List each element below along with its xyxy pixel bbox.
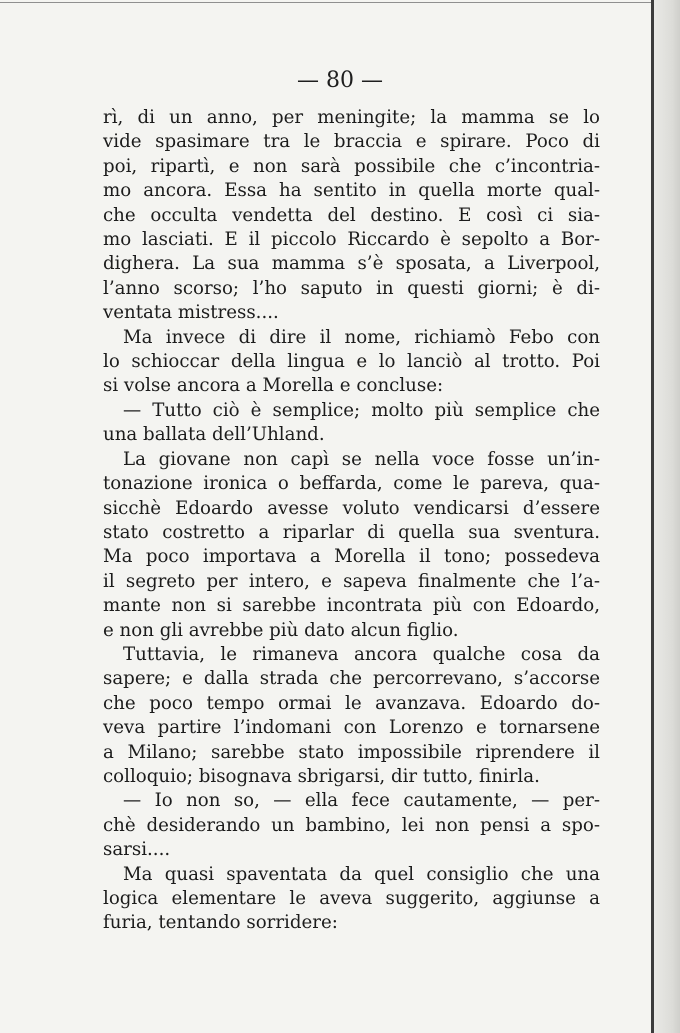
paragraph (103, 863, 600, 936)
text-line: sarsi.... (103, 839, 171, 861)
text-line: poi, ripartì, e non sarà possibile che c’incontria- (103, 155, 600, 177)
text-line: mo ancora. Essa ha sentito in quella morte qual- (103, 180, 600, 202)
text-line: si volse ancora a Morella e concluse: (103, 375, 444, 397)
text-line: Ma poco importava a Morella il tono; possedeva (103, 546, 600, 568)
text-line: Ma quasi spaventata da quel consiglio che una (123, 863, 600, 885)
text-line: tonazione ironica o beffarda, come le pareva, qua- (103, 473, 600, 495)
text-line: stato costretto a riparlar di quella sua sventura. (103, 521, 600, 543)
text-line: La giovane non capì se nella voce fosse un’in- (123, 448, 600, 470)
text-line: colloquio; bisognava sbrigarsi, dir tutto, finirla. (103, 765, 540, 787)
text-line: mante non si sarebbe incontrata più con Edoardo, (103, 595, 600, 617)
text-line: a Milano; sarebbe stato impossibile riprendere il (103, 741, 600, 763)
text-line: vide spasimare tra le braccia e spirare. Poco di (103, 131, 600, 153)
page-number: — 80 — (297, 68, 383, 93)
text-line: Ma invece di dire il nome, richiamò Febo con (123, 326, 600, 348)
text-line: una ballata dell’Uhland. (103, 424, 325, 446)
text-line: e non gli avrebbe più dato alcun figlio. (103, 619, 459, 641)
text-line: sicchè Edoardo avesse voluto vendicarsi d’essere (103, 497, 600, 519)
paragraph (103, 448, 600, 643)
text-line: lo schioccar della lingua e lo lanciò al trotto. Poi (103, 351, 600, 373)
text-line: chè desiderando un bambino, lei non pensi a spo- (103, 814, 600, 836)
text-line: che occulta vendetta del destino. E così ci sia- (103, 204, 600, 226)
text-line: rì, di un anno, per meningite; la mamma se lo (103, 107, 600, 128)
text-line: Tuttavia, le rimaneva ancora qualche cosa da (123, 643, 600, 665)
text-line: sapere; e dalla strada che percorrevano, s’accorse (103, 668, 600, 690)
paragraph (103, 106, 600, 326)
text-line: logica elementare le aveva suggerito, aggiunse a (103, 888, 600, 909)
text-line: il segreto per intero, e sapeva finalmente che l’a- (103, 570, 600, 592)
text-line: mo lasciati. E il piccolo Riccardo è sepolto a Bor- (103, 229, 600, 251)
text-line: veva partire l’indomani con Lorenzo e tornarsene (103, 717, 600, 739)
text-line: dighera. La sua mamma s’è sposata, a Liverpool, (103, 253, 600, 275)
text-line: ventata mistress.... (103, 302, 279, 324)
paragraph (103, 399, 600, 448)
paragraph (103, 326, 600, 399)
top-border-line (0, 2, 655, 3)
text-line: — Tutto ciò è semplice; molto più semplice che (123, 399, 600, 421)
paragraph (103, 789, 600, 862)
text-line: che poco tempo ormai le avanzava. Edoardo do- (103, 692, 600, 714)
text-line: l’anno scorso; l’ho saputo in questi giorni; è di- (103, 277, 600, 299)
paragraph (103, 643, 600, 789)
text-line: — Io non so, — ella fece cautamente, — per- (123, 790, 600, 812)
page-edge-shadow (654, 0, 680, 1033)
text-line: furia, tentando sorridere: (103, 912, 338, 934)
body-text (103, 106, 600, 936)
